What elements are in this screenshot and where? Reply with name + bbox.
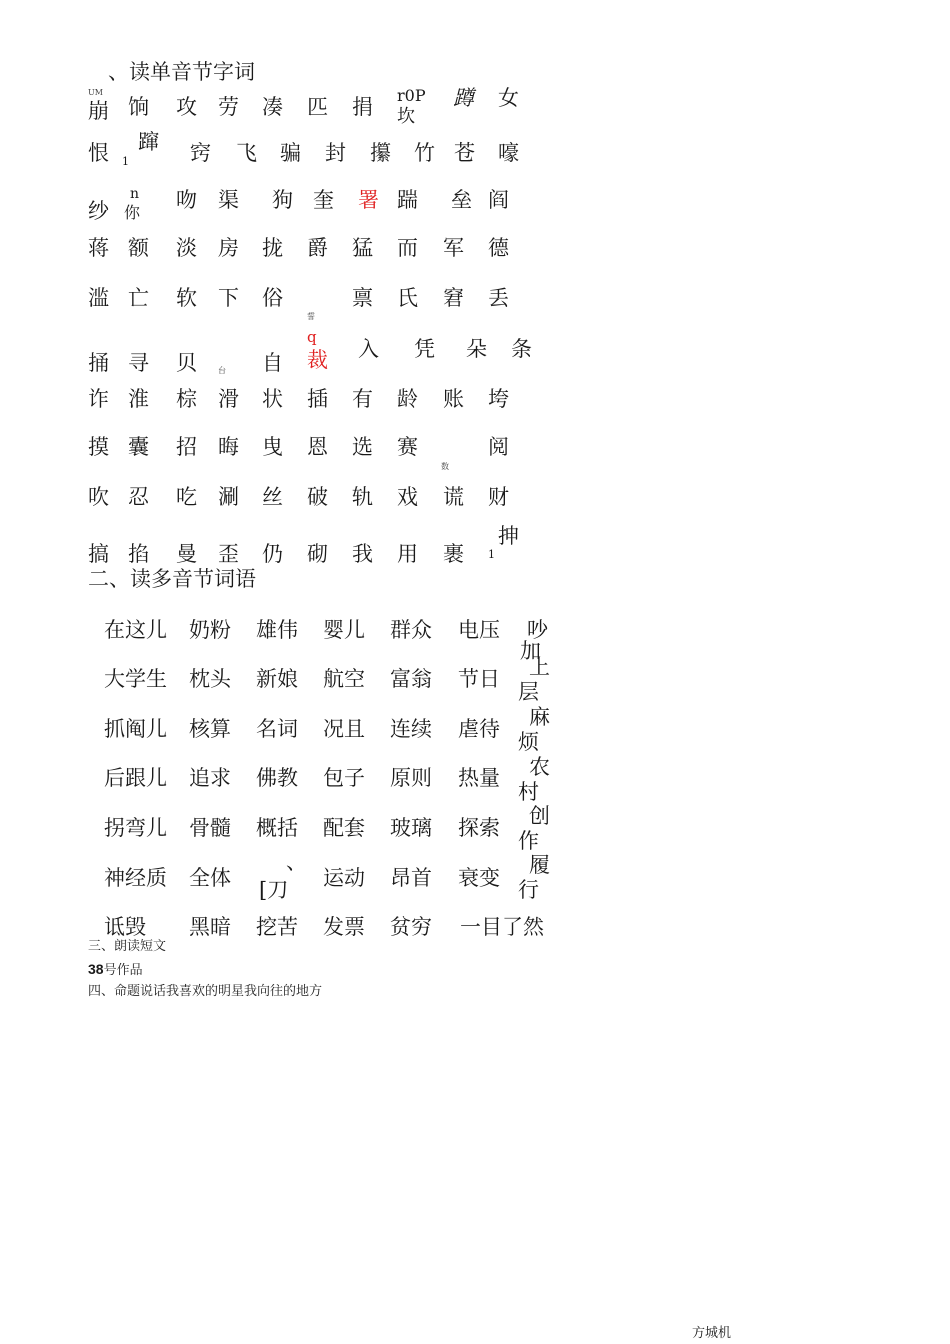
word-cell: 骨髓	[189, 816, 231, 840]
char-cell: 署	[358, 188, 379, 212]
vertical-char: 作	[518, 829, 539, 853]
char-cell: 丢	[488, 286, 509, 310]
char-cell: 骗	[280, 141, 301, 165]
char-cell: 滑	[218, 387, 239, 411]
word-cell: 一目了然	[460, 915, 544, 939]
word-cell: 吵	[527, 618, 548, 642]
word-cell: 枕头	[189, 667, 231, 691]
char-cell: 下	[218, 286, 239, 310]
char-cell: 寻	[128, 351, 149, 375]
char-cell: 状	[262, 387, 283, 411]
section2-title: 二、读多音节词语	[88, 567, 256, 591]
char-cell: 亡	[128, 286, 149, 310]
word-cell: 佛教	[256, 766, 298, 790]
word-cell: 抓阄儿	[104, 717, 167, 741]
char-cell: 蒋	[88, 236, 109, 260]
char-cell: 朵	[466, 337, 487, 361]
word-cell: 后跟儿	[104, 766, 167, 790]
word-cell: 热量	[458, 766, 500, 790]
vertical-char: 烦	[518, 730, 539, 754]
vertical-char: 农	[529, 755, 550, 779]
char-cell: 捅	[88, 351, 109, 375]
char-cell: 攻	[176, 95, 197, 119]
char-cell: 插	[307, 387, 328, 411]
char-cell: 垒	[451, 188, 472, 212]
char-cell: 恩	[307, 435, 328, 459]
word-cell: 挖苦	[256, 915, 298, 939]
char-cell: 滥	[88, 286, 109, 310]
char-cell: 忍	[128, 485, 149, 509]
vertical-char: 层	[518, 680, 539, 704]
char-cell: 裹	[443, 542, 464, 566]
char-cell: 爵	[307, 236, 328, 260]
annotation-rop: r0P	[397, 86, 426, 105]
char-cell: 封	[325, 141, 346, 165]
char-cell: 蹿	[138, 130, 159, 154]
char-cell: 攥	[370, 141, 391, 165]
char-cell: 涮	[218, 485, 239, 509]
word-cell: 虐待	[458, 717, 500, 741]
word-cell: 名词	[256, 717, 298, 741]
footer-text: 方城机	[692, 1326, 732, 1341]
work-number: 38	[88, 961, 104, 977]
word-cell: 配套	[323, 816, 365, 840]
vertical-char: 村	[518, 780, 539, 804]
char-cell: 嚎	[498, 141, 519, 165]
char-cell: 搞	[88, 542, 109, 566]
word-cell: 节日	[458, 667, 500, 691]
char-cell: 蹲	[453, 86, 474, 110]
char-cell: 凭	[414, 337, 435, 361]
char-cell: 飞	[236, 141, 257, 165]
char-cell: 房	[218, 236, 239, 260]
annotation-um: UM	[88, 88, 103, 97]
word-cell: 衰变	[458, 866, 500, 890]
char-cell: 用	[397, 542, 418, 566]
annotation-q: q	[307, 328, 317, 346]
char-cell: 额	[128, 236, 149, 260]
word-cell: 全体	[189, 866, 231, 890]
char-cell: 戏	[397, 485, 418, 509]
word-cell: 运动	[323, 866, 365, 890]
char-cell: 淮	[128, 387, 149, 411]
char-cell: 晦	[218, 435, 239, 459]
vertical-char: 行	[518, 878, 539, 902]
word-cell: 加	[520, 639, 541, 663]
word-cell: 玻璃	[390, 816, 432, 840]
word-cell: 包子	[323, 766, 365, 790]
word-cell: 况且	[323, 717, 365, 741]
char-cell: 招	[176, 435, 197, 459]
char-cell: 软	[176, 286, 197, 310]
work-label: 号作品	[103, 963, 143, 978]
char-cell: 渠	[218, 188, 239, 212]
char-cell: 龄	[397, 387, 418, 411]
char-cell: 窘	[443, 286, 464, 310]
char-cell: 女	[498, 86, 519, 110]
char-cell: 氏	[397, 286, 418, 310]
annotation-one-a: 1	[122, 155, 129, 168]
char-cell: 入	[358, 337, 379, 361]
char-cell: 贝	[176, 351, 197, 375]
char-cell: 财	[488, 485, 509, 509]
char-cell: 狗	[272, 188, 293, 212]
char-cell: 账	[443, 387, 464, 411]
char-cell: 捐	[352, 95, 373, 119]
char-cell: 裁	[307, 348, 328, 372]
word-cell: 黑暗	[189, 915, 231, 939]
char-cell: 谎	[443, 485, 464, 509]
annotation-small-b: 台	[218, 366, 226, 375]
char-cell: 条	[511, 337, 532, 361]
vertical-char: 创	[529, 804, 550, 828]
char-cell: 有	[352, 387, 373, 411]
char-cell: 匹	[307, 95, 328, 119]
char-cell: 赛	[397, 435, 418, 459]
char-cell: 拢	[262, 236, 283, 260]
word-cell: 大学生	[104, 667, 167, 691]
char-cell: 德	[488, 236, 509, 260]
char-cell: 你	[124, 203, 141, 222]
annotation-small-a: 誓	[307, 312, 315, 321]
char-cell: 猛	[352, 236, 373, 260]
word-cell: 电压	[458, 618, 500, 642]
word-cell: 概括	[256, 816, 298, 840]
char-cell: 劳	[218, 95, 239, 119]
char-cell: 饷	[128, 95, 149, 119]
char-cell: 曳	[262, 435, 283, 459]
char-cell: 曼	[176, 542, 197, 566]
word-cell: 发票	[323, 915, 365, 939]
word-cell: 连续	[390, 717, 432, 741]
section1-title: 、读单音节字词	[108, 60, 255, 84]
section3-title: 三、朗读短文	[88, 939, 167, 954]
word-cell: 探索	[458, 816, 500, 840]
char-cell: 俗	[262, 286, 283, 310]
word-cell: 昂首	[390, 866, 432, 890]
char-cell: 选	[352, 435, 373, 459]
char-cell: 窍	[190, 141, 211, 165]
vertical-char: 麻	[529, 705, 550, 729]
word-cell: [刀	[259, 878, 289, 902]
char-cell: 淡	[176, 236, 197, 260]
char-cell: 阎	[488, 188, 509, 212]
char-cell: 吃	[176, 485, 197, 509]
word-cell: 新娘	[256, 667, 298, 691]
word-cell: 奶粉	[189, 618, 231, 642]
word-cell: 婴儿	[323, 618, 365, 642]
char-cell: 纱	[88, 199, 109, 223]
char-cell: 而	[397, 236, 418, 260]
char-cell: 苍	[454, 141, 475, 165]
char-cell: 仍	[262, 542, 283, 566]
word-cell: 追求	[189, 766, 231, 790]
word-cell: 核算	[189, 717, 231, 741]
char-cell: 丝	[262, 485, 283, 509]
char-cell: 摸	[88, 435, 109, 459]
word-cell: 原则	[390, 766, 432, 790]
char-cell: 砌	[307, 542, 328, 566]
char-cell: 抻	[498, 524, 519, 548]
char-cell: 歪	[218, 542, 239, 566]
char-cell: 自	[262, 351, 283, 375]
word-cell: 拐弯儿	[104, 816, 167, 840]
word-cell: 航空	[323, 667, 365, 691]
char-cell: 囊	[128, 435, 149, 459]
char-cell: 垮	[488, 387, 509, 411]
char-cell: 棕	[176, 387, 197, 411]
word-cell: 贫穷	[390, 915, 432, 939]
section4-title: 四、命题说话我喜欢的明星我向往的地方	[88, 984, 323, 999]
comma-mark: 、	[286, 850, 307, 874]
char-cell: 恨	[88, 141, 109, 165]
char-cell: 吻	[176, 188, 197, 212]
annotation-small-c: 数	[441, 462, 449, 471]
vertical-char: 上	[529, 655, 550, 679]
char-cell: 阅	[488, 435, 509, 459]
work-line	[88, 961, 143, 977]
vertical-char: 履	[529, 853, 550, 877]
char-cell: 崩	[88, 99, 109, 123]
char-cell: 吹	[88, 485, 109, 509]
char-cell: 轨	[352, 485, 373, 509]
word-cell: 雄伟	[256, 618, 298, 642]
char-cell: 踹	[397, 188, 418, 212]
word-cell: 群众	[390, 618, 432, 642]
word-cell: 在这儿	[104, 618, 167, 642]
annotation-one-b: 1	[488, 548, 495, 561]
word-cell: 富翁	[390, 667, 432, 691]
word-cell: 诋毁	[104, 915, 146, 939]
char-cell: 竹	[414, 141, 435, 165]
char-cell: 破	[307, 485, 328, 509]
char-cell: 诈	[88, 387, 109, 411]
char-cell: 凑	[262, 95, 283, 119]
char-cell: 奎	[313, 188, 334, 212]
char-cell: 我	[352, 542, 373, 566]
annotation-n: n	[130, 186, 140, 202]
char-cell: 掐	[128, 542, 149, 566]
char-cell: 坎	[397, 106, 415, 127]
word-cell: 神经质	[104, 866, 167, 890]
char-cell: 军	[443, 236, 464, 260]
char-cell: 禀	[352, 286, 373, 310]
